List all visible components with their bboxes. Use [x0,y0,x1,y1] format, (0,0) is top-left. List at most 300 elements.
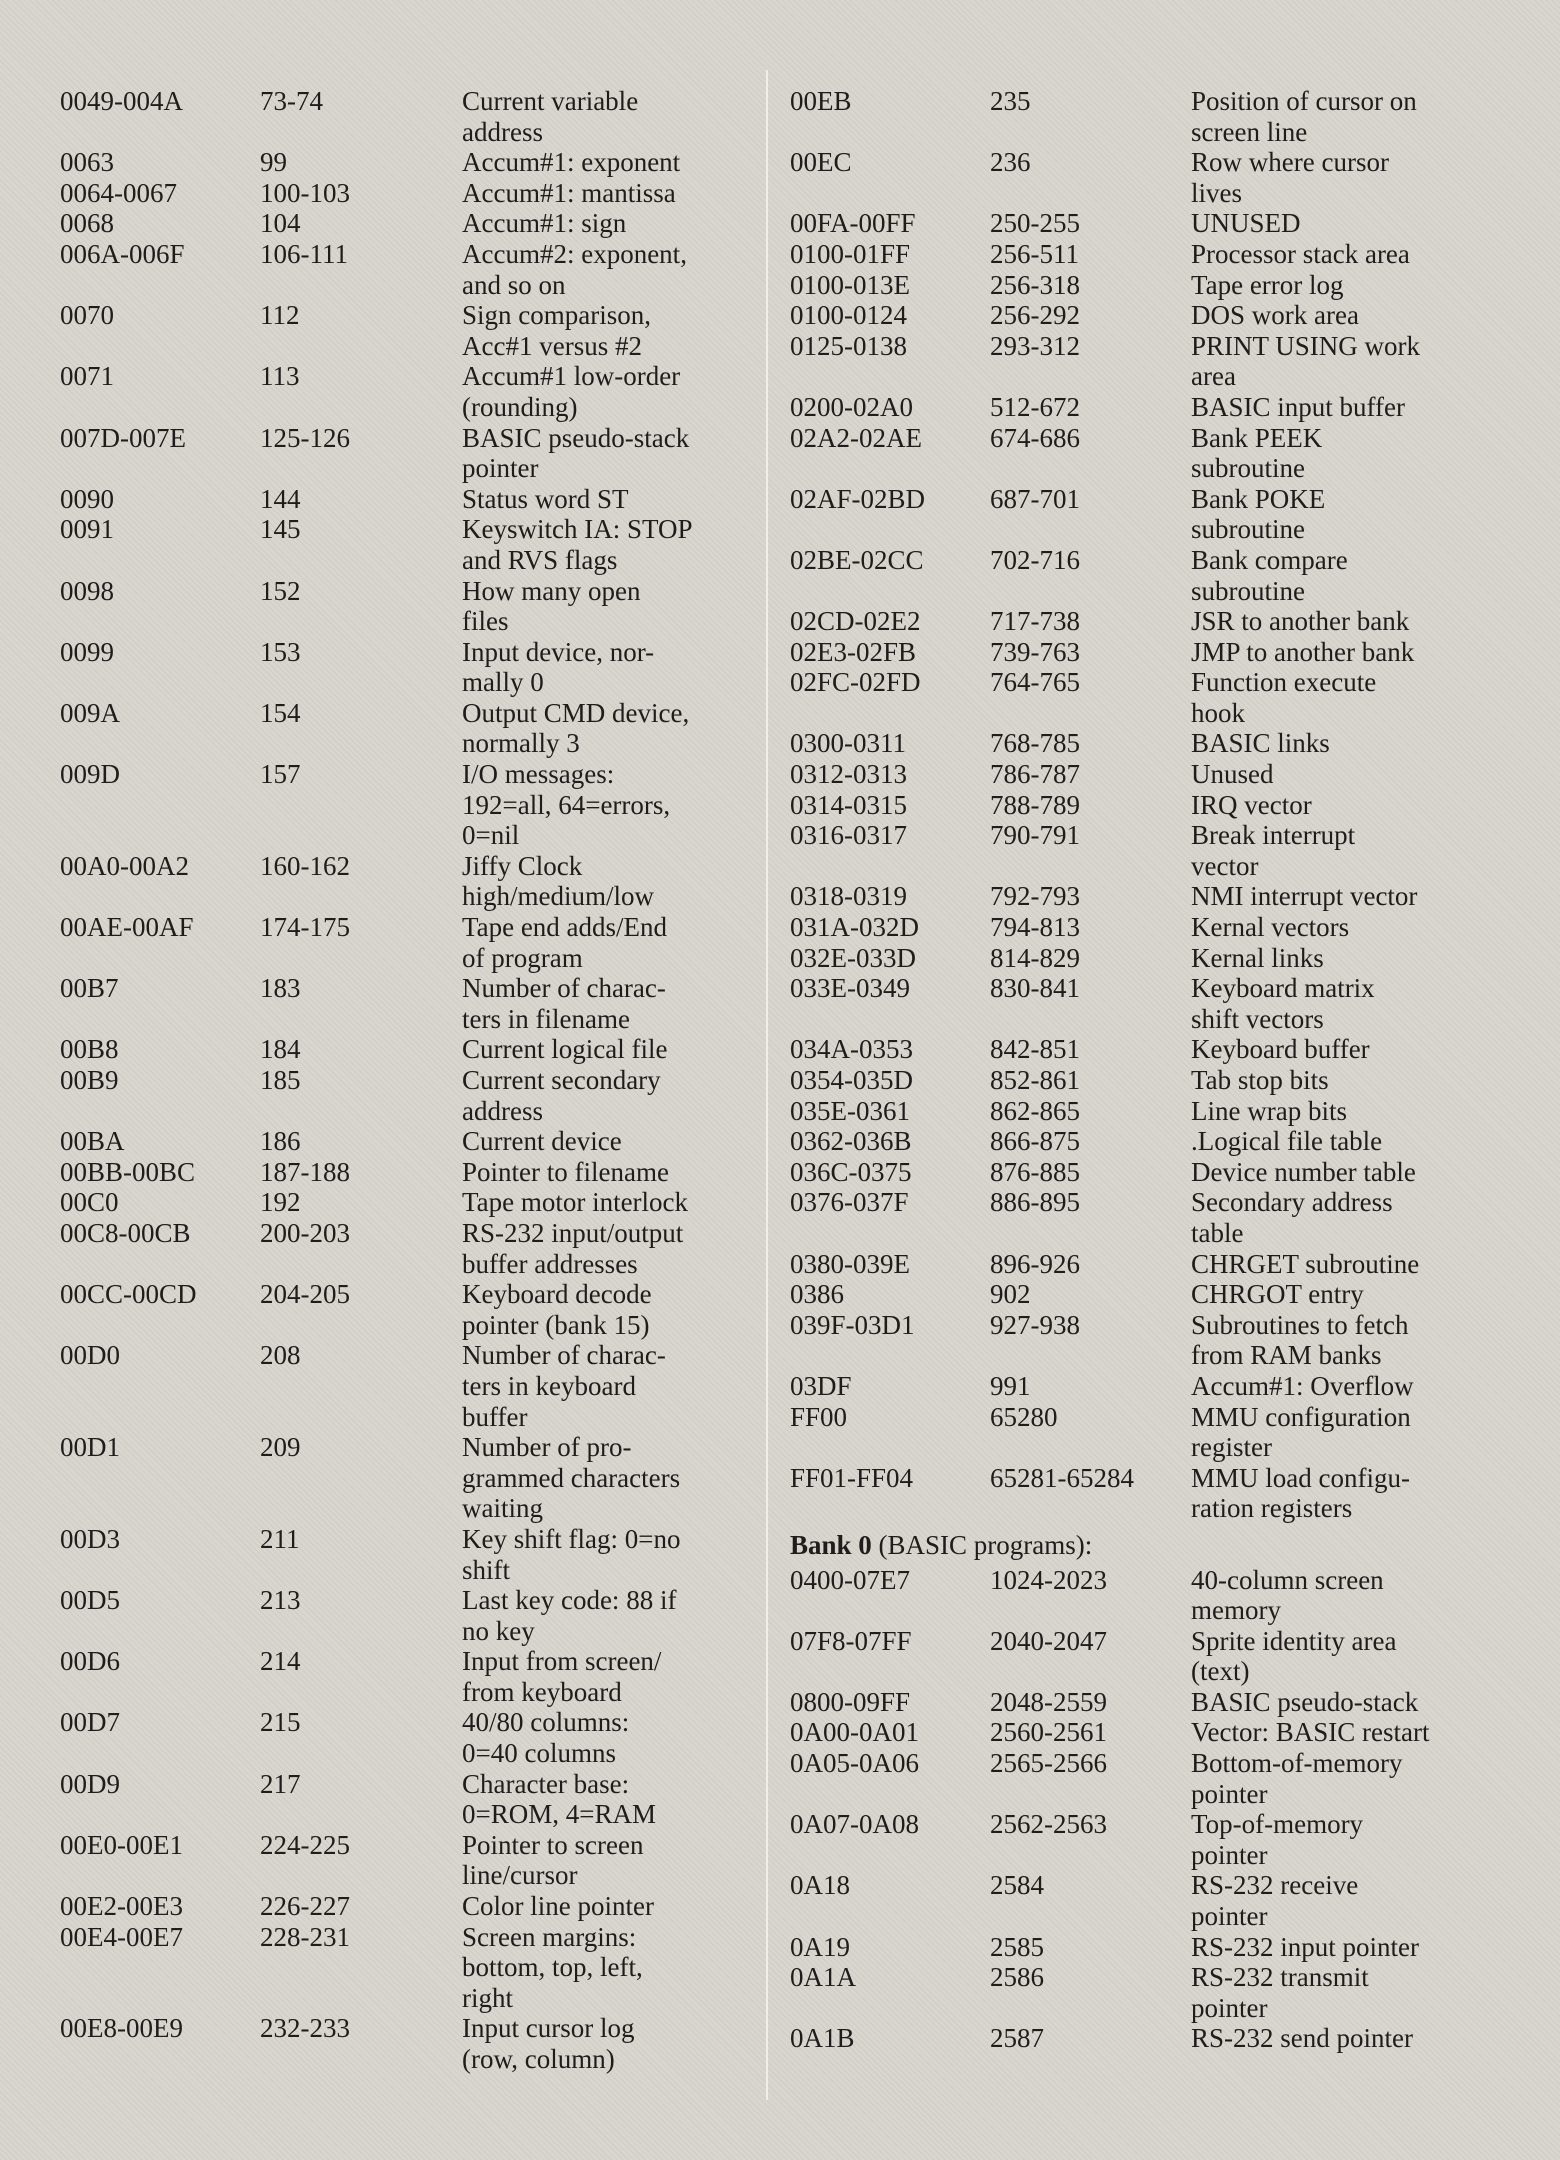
hex-address: 00D6 [60,1646,120,1677]
table-row [790,2023,1490,2054]
decimal-address: 65280 [990,1401,1058,1432]
decimal-address: 224-225 [260,1829,350,1860]
description: Break interrupt vector [1191,820,1356,881]
description: Keyboard buffer [1191,1034,1370,1065]
bank0-heading-rest: (BASIC programs): [871,1529,1093,1560]
decimal-address: 144 [260,483,301,514]
decimal-address: 104 [260,208,301,239]
hex-address: 0354-035D [790,1065,913,1095]
description: BASIC input buffer [1191,391,1405,422]
hex-address: 02AF-02BD [790,483,926,514]
description: NMI interrupt vector [1191,881,1418,912]
hex-address: 007D-007E [60,422,186,453]
decimal-address: 228-231 [260,1921,350,1952]
description: BASIC pseudo-stack [1191,1686,1419,1717]
decimal-address: 153 [260,636,301,667]
decimal-address: 788-789 [990,789,1080,820]
decimal-address: 256-511 [990,238,1079,269]
hex-address: 031A-032D [790,912,919,943]
decimal-address: 512-672 [990,391,1080,422]
description: Position of cursor on screen line [1191,86,1417,147]
hex-address: 0100-01FF [790,238,911,269]
description: Input device, nor- mally 0 [462,636,655,698]
hex-address: 032E-033D [790,942,916,973]
table-row [790,1096,1490,1127]
hex-address: 02BE-02CC [790,544,924,575]
hex-address: 0068 [60,208,114,239]
hex-address: 00E4-00E7 [60,1921,183,1952]
decimal-address: 73-74 [260,86,323,116]
table-row [790,1687,1490,1718]
decimal-address: 702-716 [990,544,1080,575]
decimal-address: 2585 [990,1931,1044,1962]
description: PRINT USING work area [1191,330,1421,392]
hex-address: 006A-006F [60,238,185,269]
table-row [60,2013,740,2074]
description: I/O messages: 192=all, 64=errors, 0=nil [462,759,671,851]
decimal-address: 256-318 [990,269,1080,300]
hex-address: 0362-036B [790,1126,912,1157]
hex-address: 0386 [790,1279,844,1310]
table-row [60,514,740,575]
table-row [790,270,1490,301]
description: Bank compare subroutine [1191,544,1348,606]
table-row [790,545,1490,606]
description: 40-column screen memory [1191,1564,1384,1626]
table-row [60,208,740,239]
table-row [60,637,740,698]
decimal-address: 204-205 [260,1279,350,1310]
hex-address: 00CC-00CD [60,1279,197,1310]
table-row [60,1187,740,1218]
table-row [790,86,1490,147]
table-row [790,423,1490,484]
hex-address: 0090 [60,483,114,514]
decimal-address: 739-763 [990,636,1080,667]
decimal-address: 790-791 [990,820,1080,851]
table-row [790,1748,1490,1809]
hex-address: 00FA-00FF [790,208,916,239]
hex-address: 0A18 [790,1870,850,1901]
description: Pointer to filename [462,1156,669,1187]
hex-address: 034A-0353 [790,1034,913,1065]
description: .Logical file table [1191,1126,1383,1157]
table-row [790,208,1490,239]
hex-address: 00D5 [60,1585,120,1616]
table-row [60,1830,740,1891]
hex-address: 02FC-02FD [790,667,921,698]
description: MMU load configu- ration registers [1191,1462,1410,1524]
table-row [60,851,740,912]
table-row [60,576,740,637]
table-row [790,606,1490,637]
hex-address: 00B7 [60,973,119,1004]
hex-address: 0A1B [790,2023,855,2054]
hex-address: 00D1 [60,1432,120,1463]
hex-address: 02A2-02AE [790,422,922,453]
decimal-address: 226-227 [260,1891,350,1922]
description: Tape end adds/End of program [462,912,668,973]
description: Function execute hook [1191,667,1377,728]
hex-address: 0318-0319 [790,881,907,912]
decimal-address: 927-938 [990,1309,1080,1340]
table-row [790,1310,1490,1371]
hex-address: 0800-09FF [790,1686,911,1717]
table-row [60,1922,740,2014]
hex-address: 033E-0349 [790,973,910,1004]
decimal-address: 852-861 [990,1065,1080,1095]
description: Unused [1191,759,1274,790]
hex-address: 00E8-00E9 [60,2013,183,2044]
decimal-address: 293-312 [990,330,1080,361]
table-row [60,1279,740,1340]
description: IRQ vector [1191,789,1312,820]
hex-address: 0A00-0A01 [790,1717,919,1748]
table-row [790,637,1490,668]
bank0-heading-group [790,1524,1490,1565]
left-memory-table [60,86,740,2075]
hex-address: 039F-03D1 [790,1309,915,1340]
table-row [790,790,1490,821]
description: Top-of-memory pointer [1191,1809,1364,1870]
decimal-address: 2562-2563 [990,1809,1107,1840]
hex-address: 00D0 [60,1340,120,1371]
description: Output CMD device, normally 3 [462,697,690,759]
table-row [790,1932,1490,1963]
table-row [790,1371,1490,1402]
table-row [790,1626,1490,1687]
decimal-address: 902 [990,1279,1031,1310]
description: UNUSED [1191,208,1301,239]
decimal-address: 208 [260,1340,301,1371]
description: Key shift flag: 0=no shift [462,1523,681,1585]
hex-address: 00B9 [60,1065,119,1095]
decimal-address: 2586 [990,1962,1044,1993]
decimal-address: 192 [260,1187,301,1218]
description: Last key code: 88 if no key [462,1585,677,1646]
table-row [60,973,740,1034]
table-row [60,1034,740,1065]
description: Accum#1 low-order (rounding) [462,361,681,422]
description: RS-232 receive pointer [1191,1870,1359,1932]
table-row [60,912,740,973]
table-row [60,1432,740,1524]
decimal-address: 112 [260,300,300,331]
decimal-address: 250-255 [990,208,1080,239]
description: Status word ST [462,483,629,514]
bank0-heading-row [790,1524,1490,1565]
description: Current variable address [462,86,639,147]
hex-address: 0091 [60,514,114,545]
hex-address: 07F8-07FF [790,1625,912,1656]
table-row [60,178,740,209]
description: Current device [462,1126,622,1157]
table-row [790,300,1490,331]
description: DOS work area [1191,300,1359,331]
decimal-address: 674-686 [990,422,1080,453]
decimal-address: 187-188 [260,1156,350,1187]
table-row [790,484,1490,545]
decimal-address: 764-765 [990,667,1080,698]
description: Accum#1: Overflow [1191,1370,1414,1401]
table-row [790,147,1490,208]
decimal-address: 184 [260,1034,301,1065]
description: RS-232 send pointer [1191,2023,1413,2054]
table-row [790,1870,1490,1931]
hex-address: 00AE-00AF [60,912,194,943]
description: Secondary address table [1191,1187,1393,1248]
decimal-address: 2560-2561 [990,1717,1107,1748]
description: Tab stop bits [1191,1065,1329,1095]
description: Number of pro- grammed characters waiting [462,1432,681,1524]
table-row [790,392,1490,423]
description: Number of charac- ters in filename [462,973,666,1034]
hex-address: FF01-FF04 [790,1462,914,1493]
decimal-address: 886-895 [990,1187,1080,1218]
description: Keyboard decode pointer (bank 15) [462,1279,652,1340]
description: Accum#2: exponent, and so on [462,238,687,300]
table-row [790,881,1490,912]
description: Pointer to screen line/cursor [462,1829,644,1891]
table-row [790,667,1490,728]
hex-address: FF00 [790,1401,848,1432]
decimal-address: 65281-65284 [990,1462,1134,1493]
bank0-table-body [790,1565,1490,2055]
table-row [60,1891,740,1922]
hex-address: 0100-013E [790,269,910,300]
description: Input from screen/ from keyboard [462,1646,662,1707]
right-memory-table [790,86,1490,2054]
description: JMP to another bank [1191,636,1415,667]
description: Jiffy Clock high/medium/low [462,850,654,912]
description: Keyboard matrix shift vectors [1191,973,1375,1034]
bank0-heading-bold: Bank 0 [790,1529,872,1560]
table-row [60,1707,740,1768]
description: Accum#1: sign [462,208,627,239]
description: 40/80 columns: 0=40 columns [462,1707,630,1769]
description: Number of charac- ters in keyboard buffer [462,1340,666,1432]
table-row [60,1218,740,1279]
table-row [790,759,1490,790]
hex-address: 036C-0375 [790,1156,912,1187]
table-row [60,1157,740,1188]
table-row [790,973,1490,1034]
decimal-address: 842-851 [990,1034,1080,1065]
decimal-address: 209 [260,1432,301,1463]
table-row [60,1340,740,1432]
decimal-address: 185 [260,1065,301,1095]
hex-address: 0070 [60,300,114,331]
decimal-address: 2565-2566 [990,1748,1107,1779]
table-row [60,1065,740,1126]
table-row [60,147,740,178]
description: BASIC pseudo-stack pointer [462,422,690,484]
decimal-address: 2048-2559 [990,1686,1107,1717]
description: Device number table [1191,1156,1416,1187]
hex-address: 009A [60,697,120,728]
table-row [790,1034,1490,1065]
table-row [790,239,1490,270]
table-row [790,943,1490,974]
hex-address: 00EB [790,86,852,116]
hex-address: 00BB-00BC [60,1156,196,1187]
table-row [790,1565,1490,1626]
decimal-address: 217 [260,1768,301,1799]
description: Current logical file [462,1034,668,1065]
description: MMU configuration register [1191,1401,1411,1463]
table-row [60,239,740,300]
decimal-address: 113 [260,361,300,392]
decimal-address: 186 [260,1126,301,1157]
decimal-address: 215 [260,1707,301,1738]
hex-address: 00D3 [60,1523,120,1554]
description: JSR to another bank [1191,606,1410,637]
hex-address: 009D [60,759,120,790]
hex-address: 0380-039E [790,1248,910,1279]
decimal-address: 200-203 [260,1217,350,1248]
description: Accum#1: exponent [462,147,681,178]
decimal-address: 2584 [990,1870,1044,1901]
description: Sprite identity area (text) [1191,1625,1397,1687]
table-row [60,1646,740,1707]
hex-address: 0316-0317 [790,820,907,851]
hex-address: 035E-0361 [790,1095,910,1126]
decimal-address: 152 [260,575,301,606]
table-row [60,1585,740,1646]
table-row [790,1187,1490,1248]
hex-address: 00E0-00E1 [60,1829,183,1860]
table-row [60,361,740,422]
description: Kernal vectors [1191,912,1350,943]
hex-address: 03DF [790,1370,852,1401]
decimal-address: 896-926 [990,1248,1080,1279]
decimal-address: 876-885 [990,1156,1080,1187]
description: Accum#1: mantissa [462,177,676,208]
hex-address: 0376-037F [790,1187,909,1218]
decimal-address: 2040-2047 [990,1625,1107,1656]
hex-address: 00A0-00A2 [60,850,189,881]
hex-address: 0314-0315 [790,789,907,820]
hex-address: 0099 [60,636,114,667]
hex-address: 0312-0313 [790,759,907,790]
decimal-address: 174-175 [260,912,350,943]
decimal-address: 830-841 [990,973,1080,1004]
description: Keyswitch IA: STOP and RVS flags [462,514,693,575]
description: Vector: BASIC restart [1191,1717,1430,1748]
description: Bank PEEK subroutine [1191,422,1323,484]
description: Input cursor log (row, column) [462,2013,635,2074]
table-row [60,759,740,851]
bank0-heading [790,1524,1490,1565]
table-row [790,820,1490,881]
description: Screen margins: bottom, top, left, right [462,1921,643,2013]
description: BASIC links [1191,728,1330,759]
description: Kernal links [1191,942,1324,973]
table-row [790,1279,1490,1310]
hex-address: 0A07-0A08 [790,1809,919,1840]
description: Row where cursor lives [1191,147,1389,208]
description: Character base: 0=ROM, 4=RAM [462,1768,656,1830]
decimal-address: 100-103 [260,177,350,208]
decimal-address: 862-865 [990,1095,1080,1126]
description: Bank POKE subroutine [1191,483,1326,545]
table-row [790,1249,1490,1280]
decimal-address: 99 [260,147,287,178]
hex-address: 0071 [60,361,114,392]
decimal-address: 160-162 [260,850,350,881]
decimal-address: 814-829 [990,942,1080,973]
decimal-address: 991 [990,1370,1031,1401]
table-row [60,1769,740,1830]
description: Processor stack area [1191,238,1410,269]
table-row [790,1962,1490,2023]
description: Line wrap bits [1191,1095,1347,1126]
hex-address: 00E2-00E3 [60,1891,183,1922]
table-row [790,1717,1490,1748]
table-row [60,484,740,515]
description: RS-232 transmit pointer [1191,1962,1369,2023]
description: How many open files [462,575,641,637]
left-table-body [60,86,740,2075]
table-row [790,1402,1490,1463]
description: Color line pointer [462,1891,654,1922]
hex-address: 0100-0124 [790,300,907,331]
hex-address: 00BA [60,1126,125,1157]
left-column [60,86,740,2075]
decimal-address: 214 [260,1646,301,1677]
hex-address: 0125-0138 [790,330,907,361]
decimal-address: 232-233 [260,2013,350,2044]
description: Subroutines to fetch from RAM banks [1191,1309,1409,1371]
table-row [60,300,740,361]
table-row [60,1524,740,1585]
hex-address: 0A05-0A06 [790,1748,919,1779]
table-row [60,698,740,759]
decimal-address: 768-785 [990,728,1080,759]
hex-address: 0300-0311 [790,728,906,759]
table-row [60,423,740,484]
decimal-address: 236 [990,147,1031,178]
decimal-address: 2587 [990,2023,1044,2054]
right-column [790,86,1490,2054]
hex-address: 0063 [60,147,114,178]
description: CHRGOT entry [1191,1279,1364,1310]
decimal-address: 235 [990,86,1031,116]
table-row [60,86,740,147]
description: Sign comparison, Acc#1 versus #2 [462,300,651,361]
decimal-address: 157 [260,759,301,790]
table-row [790,1463,1490,1524]
description: Tape motor interlock [462,1187,689,1218]
hex-address: 0A19 [790,1931,850,1962]
table-row [790,1065,1490,1096]
description: Bottom-of-memory pointer [1191,1748,1403,1809]
hex-address: 00EC [790,147,852,178]
table-row [790,1157,1490,1188]
hex-address: 0049-004A [60,86,183,116]
description: Current secondary address [462,1065,661,1126]
decimal-address: 866-875 [990,1126,1080,1157]
hex-address: 00B8 [60,1034,119,1065]
table-row [790,1809,1490,1870]
decimal-address: 211 [260,1523,300,1554]
table-row [790,728,1490,759]
description: RS-232 input pointer [1191,1931,1419,1962]
hex-address: 02CD-02E2 [790,606,921,637]
hex-address: 00D7 [60,1707,120,1738]
decimal-address: 794-813 [990,912,1080,943]
table-row [790,331,1490,392]
